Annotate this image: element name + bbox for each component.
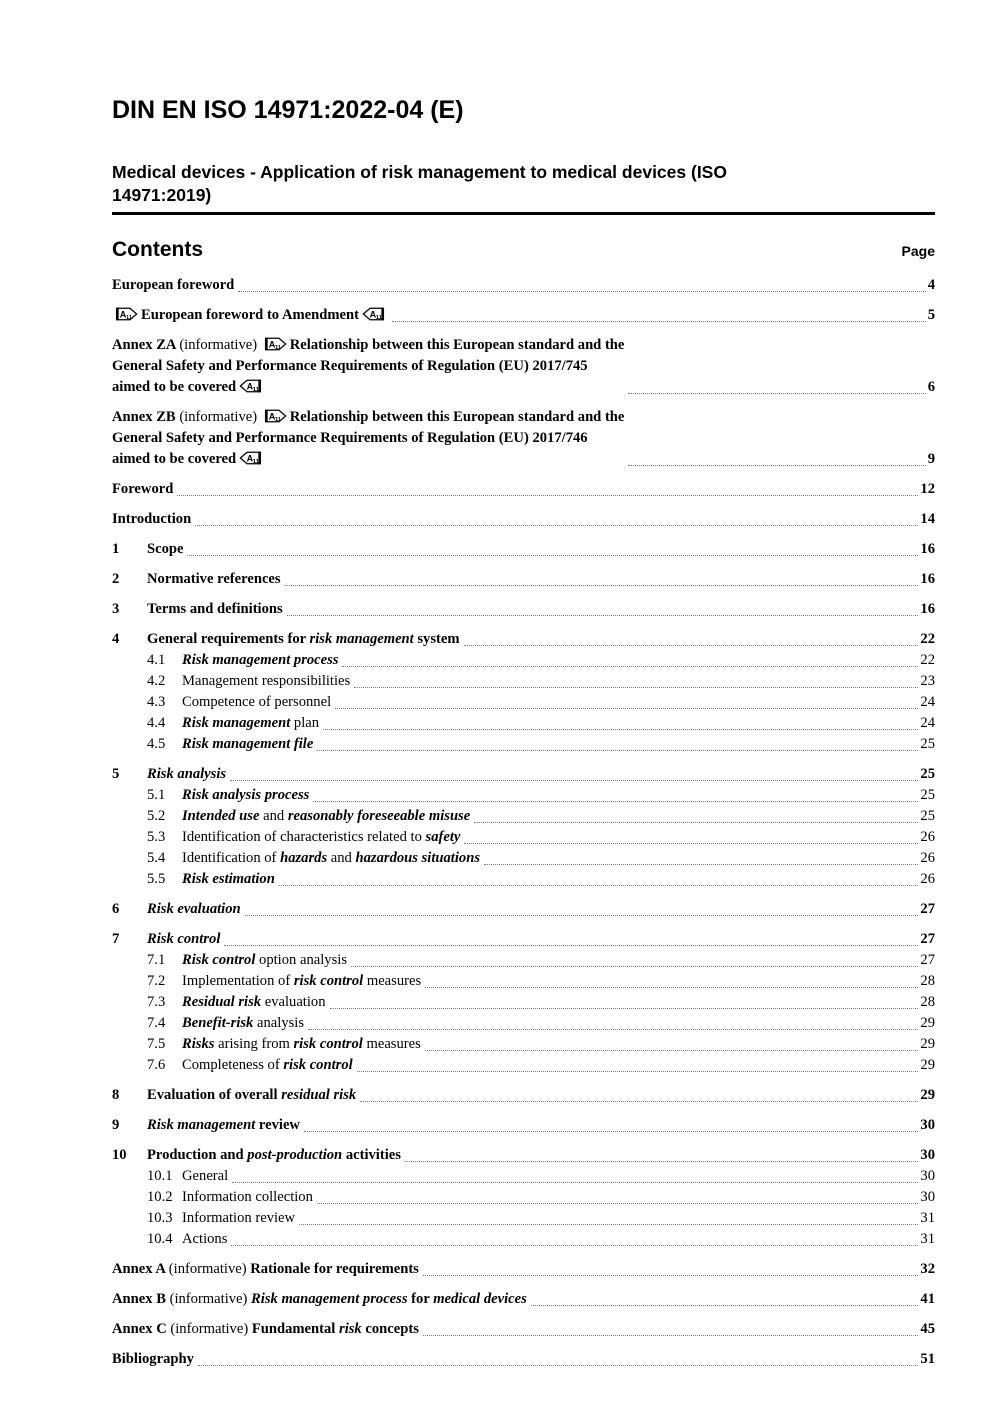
- toc-leader-dots: [425, 987, 918, 988]
- svg-text:11: 11: [375, 314, 382, 321]
- doc-subtitle: [112, 161, 935, 207]
- toc-entry: [112, 827, 935, 848]
- toc-entry-number: 10.4: [147, 1231, 173, 1247]
- toc-entry-page: 22: [920, 631, 935, 647]
- toc-title-text: aimed to be covered: [112, 379, 237, 395]
- toc-entry: [112, 734, 935, 755]
- toc-title-text: Risk control: [182, 952, 256, 968]
- toc-entry: [112, 539, 935, 560]
- toc-entry-title: [112, 407, 624, 470]
- toc-title-text: Normative references: [147, 571, 281, 587]
- toc-entry-number: 5: [112, 766, 120, 782]
- toc-entry-title: [147, 1085, 356, 1106]
- toc-title-text: reasonably foreseeable misuse: [287, 808, 471, 824]
- toc-entry-number: 8: [112, 1087, 120, 1103]
- toc-entry-page: 24: [920, 694, 935, 710]
- amendment-marker-close-icon: [362, 307, 385, 321]
- toc-title-text: risk control: [283, 1057, 353, 1073]
- toc-entry-page: 27: [920, 952, 935, 968]
- toc-entry-page: 26: [920, 850, 935, 866]
- toc-leader-dots: [335, 708, 918, 709]
- toc-entry-page: 29: [920, 1087, 935, 1103]
- toc-entry-title: [182, 1208, 295, 1229]
- toc-entry-page: 27: [920, 901, 935, 917]
- toc-entry: [112, 671, 935, 692]
- toc-entry-number: 10.2: [147, 1189, 173, 1205]
- doc-subtitle-line2: 14971:2019): [112, 185, 212, 205]
- toc-title-text: Bibliography: [112, 1351, 194, 1367]
- toc-title-text: arising from: [214, 1036, 294, 1052]
- toc-entry: [112, 275, 935, 296]
- toc-title-text: risk: [339, 1321, 362, 1337]
- toc-entry-number: 4: [112, 631, 120, 647]
- toc-leader-dots: [357, 1071, 919, 1072]
- toc-title-text: Introduction: [112, 511, 192, 527]
- toc-entry-title: [182, 734, 313, 755]
- toc-entry-page: 29: [920, 1036, 935, 1052]
- toc-entry-title: [182, 1034, 421, 1055]
- toc-title-text: (informative): [169, 1291, 252, 1307]
- toc-entry: [112, 1085, 935, 1106]
- toc-title-text: Completeness of: [182, 1057, 284, 1073]
- toc-entry-page: 27: [920, 931, 935, 947]
- toc-entry-number: 5.1: [147, 787, 166, 803]
- toc-entry-number: 5.3: [147, 829, 166, 845]
- toc-entry-number: 6: [112, 901, 120, 917]
- toc-entry-page: 25: [920, 736, 935, 752]
- toc-title-text: measures: [363, 973, 422, 989]
- toc-entry-page: 41: [920, 1291, 935, 1307]
- toc-entry-page: 31: [920, 1210, 935, 1226]
- toc-leader-dots: [464, 645, 919, 646]
- toc-entry: [112, 992, 935, 1013]
- toc-entry-page: 16: [920, 601, 935, 617]
- toc-title-text: residual risk: [281, 1087, 357, 1103]
- toc-title-text: Annex B: [112, 1291, 170, 1307]
- toc-entry-number: 4.4: [147, 715, 166, 731]
- toc-list: [112, 275, 935, 1370]
- toc-entry-title: [182, 650, 338, 671]
- amendment-marker-open-icon: [115, 307, 138, 321]
- toc-entry-title: [147, 599, 283, 620]
- toc-entry-number: 4.3: [147, 694, 166, 710]
- toc-leader-dots: [423, 1275, 919, 1276]
- toc-leader-dots: [317, 1203, 919, 1204]
- toc-entry: [112, 764, 935, 785]
- toc-entry: [112, 806, 935, 827]
- toc-leader-dots: [299, 1224, 918, 1225]
- toc-entry-number: 9: [112, 1117, 120, 1133]
- toc-leader-dots: [231, 1245, 918, 1246]
- toc-entry: [112, 650, 935, 671]
- toc-entry-number: 3: [112, 601, 120, 617]
- toc-entry: [112, 1349, 935, 1370]
- toc-leader-dots: [464, 843, 918, 844]
- toc-entry-page: 25: [920, 766, 935, 782]
- toc-entry-page: 14: [920, 511, 935, 527]
- toc-entry-page: 30: [920, 1117, 935, 1133]
- toc-entry-title: [112, 1319, 419, 1340]
- toc-title-text: evaluation: [261, 994, 326, 1010]
- toc-title-text: for: [407, 1291, 434, 1307]
- toc-entry-title: [112, 1259, 419, 1280]
- toc-leader-dots: [317, 750, 918, 751]
- toc-entry-title: [147, 569, 281, 590]
- svg-text:A: A: [268, 411, 276, 422]
- toc-leader-dots: [187, 555, 918, 556]
- amendment-marker-close-icon: [239, 379, 262, 393]
- toc-entry-page: 25: [920, 808, 935, 824]
- toc-entry-number: 10.1: [147, 1168, 173, 1184]
- doc-subtitle-line1: Medical devices - Application of risk management to medical devices (ISO: [112, 162, 727, 182]
- toc-entry-title: [182, 827, 460, 848]
- toc-entry-number: 5.2: [147, 808, 166, 824]
- svg-text:A: A: [369, 309, 377, 320]
- toc-leader-dots: [474, 822, 918, 823]
- toc-entry-title: [147, 899, 241, 920]
- toc-entry-page: 9: [927, 451, 935, 467]
- svg-text:A: A: [268, 339, 276, 350]
- toc-leader-dots: [230, 780, 918, 781]
- toc-entry-page: 30: [920, 1189, 935, 1205]
- toc-entry-title: [182, 692, 331, 713]
- toc-entry: [112, 869, 935, 890]
- toc-entry-page: 29: [920, 1057, 935, 1073]
- toc-entry: [112, 407, 935, 470]
- toc-entry: [112, 305, 935, 326]
- toc-title-text: Annex ZB: [112, 409, 180, 425]
- toc-title-text: medical devices: [433, 1291, 527, 1307]
- toc-entry: [112, 1229, 935, 1250]
- toc-leader-dots: [232, 1182, 918, 1183]
- toc-title-text: Information collection: [182, 1189, 313, 1205]
- toc-entry: [112, 1034, 935, 1055]
- toc-title-text: Competence of personnel: [182, 694, 332, 710]
- toc-title-text: Management responsibilities: [182, 673, 351, 689]
- toc-leader-dots: [279, 885, 919, 886]
- toc-title-text: aimed to be covered: [112, 451, 237, 467]
- toc-entry-page: 24: [920, 715, 935, 731]
- toc-title-text: Identification of characteristics related to: [182, 829, 426, 845]
- toc-entry: [112, 1055, 935, 1076]
- toc-title-text: risk control: [293, 973, 364, 989]
- toc-leader-dots: [198, 1365, 918, 1366]
- toc-entry-page: 28: [920, 994, 935, 1010]
- toc-leader-dots: [628, 465, 925, 466]
- toc-entry: [112, 509, 935, 530]
- toc-title-text: Rationale for requirements: [250, 1261, 419, 1277]
- toc-entry-title: [112, 275, 234, 296]
- toc-entry-number: 7.3: [147, 994, 166, 1010]
- toc-title-text: risk management: [309, 631, 414, 647]
- toc-title-text: and: [327, 850, 356, 866]
- toc-leader-dots: [195, 525, 918, 526]
- toc-entry-page: 12: [920, 481, 935, 497]
- toc-leader-dots: [224, 945, 918, 946]
- toc-entry: [112, 1166, 935, 1187]
- toc-title-text: activities: [342, 1147, 401, 1163]
- toc-entry: [112, 1319, 935, 1340]
- toc-title-text: Risk management: [147, 1117, 256, 1133]
- toc-title-text: (informative): [179, 337, 261, 353]
- toc-title-text: Risk analysis process: [182, 787, 310, 803]
- toc-leader-dots: [423, 1335, 919, 1336]
- toc-title-text: safety: [425, 829, 461, 845]
- toc-entry-page: 30: [920, 1147, 935, 1163]
- toc-title-text: Risk estimation: [182, 871, 275, 887]
- toc-entry: [112, 599, 935, 620]
- toc-title-text: European foreword to Amendment: [141, 307, 359, 323]
- toc-title-text: Risk management file: [182, 736, 314, 752]
- toc-entry-title: [182, 713, 319, 734]
- toc-entry: [112, 1145, 935, 1166]
- toc-title-text: hazardous situations: [355, 850, 481, 866]
- toc-entry-title: [182, 785, 309, 806]
- contents-heading: Contents: [112, 238, 203, 261]
- toc-entry-title: [182, 1229, 227, 1250]
- toc-leader-dots: [354, 687, 918, 688]
- toc-leader-dots: [313, 801, 918, 802]
- toc-entry-title: [112, 1349, 194, 1370]
- toc-entry-page: 5: [927, 307, 935, 323]
- toc-entry-number: 5.4: [147, 850, 166, 866]
- toc-leader-dots: [177, 495, 918, 496]
- toc-entry-number: 10: [112, 1147, 127, 1163]
- toc-entry: [112, 1187, 935, 1208]
- amendment-marker-close-icon: [239, 451, 262, 465]
- amendment-marker-open-icon: [264, 409, 287, 423]
- toc-title-text: Foreword: [112, 481, 174, 497]
- toc-entry-page: 30: [920, 1168, 935, 1184]
- toc-leader-dots: [330, 1008, 919, 1009]
- toc-entry-title: [182, 1187, 313, 1208]
- toc-entry: [112, 692, 935, 713]
- toc-title-text: post-production: [247, 1147, 343, 1163]
- toc-entry-number: 4.2: [147, 673, 166, 689]
- toc-title-text: (informative): [168, 1261, 251, 1277]
- toc-leader-dots: [484, 864, 918, 865]
- toc-title-text: Annex A: [112, 1261, 169, 1277]
- toc-title-text: Risk management: [182, 715, 291, 731]
- toc-title-text: Implementation of: [182, 973, 294, 989]
- toc-entry-number: 7.6: [147, 1057, 166, 1073]
- toc-title-text: Relationship between this European standard and the: [289, 337, 625, 353]
- toc-entry-title: [147, 929, 220, 950]
- toc-entry-title: [147, 1145, 401, 1166]
- toc-leader-dots: [308, 1029, 918, 1030]
- toc-entry-page: 16: [920, 571, 935, 587]
- toc-entry-title: [112, 1289, 527, 1310]
- toc-entry-title: [182, 1055, 353, 1076]
- toc-title-text: analysis: [253, 1015, 305, 1031]
- toc-title-text: Risk management process: [182, 652, 339, 668]
- toc-entry-page: 16: [920, 541, 935, 557]
- toc-entry-number: 7.1: [147, 952, 166, 968]
- toc-title-text: General Safety and Performance Requirements of Regulation (EU) 2017/745: [112, 358, 588, 374]
- toc-title-text: and: [259, 808, 288, 824]
- toc-entry-title: [182, 971, 421, 992]
- toc-entry-title: [182, 1166, 228, 1187]
- toc-entry: [112, 629, 935, 650]
- svg-text:11: 11: [274, 344, 281, 351]
- toc-leader-dots: [360, 1101, 918, 1102]
- toc-title-text: (informative): [170, 1321, 252, 1337]
- toc-leader-dots: [531, 1305, 919, 1306]
- toc-entry-title: [112, 335, 624, 398]
- toc-title-text: Intended use: [182, 808, 260, 824]
- toc-leader-dots: [287, 615, 919, 616]
- page-column-label: Page: [901, 243, 935, 259]
- toc-title-text: Information review: [182, 1210, 296, 1226]
- toc-entry: [112, 479, 935, 500]
- toc-entry-page: 23: [920, 673, 935, 689]
- toc-entry-number: 2: [112, 571, 120, 587]
- toc-leader-dots: [351, 966, 918, 967]
- toc-entry: [112, 899, 935, 920]
- toc-title-text: General: [182, 1168, 229, 1184]
- toc-entry-page: 28: [920, 973, 935, 989]
- toc-title-text: Risks: [182, 1036, 215, 1052]
- toc-entry-title: [182, 1013, 304, 1034]
- toc-leader-dots: [425, 1050, 919, 1051]
- toc-entry-title: [112, 305, 388, 326]
- toc-title-text: Risk evaluation: [147, 901, 241, 917]
- toc-entry-title: [182, 950, 347, 971]
- toc-title-text: Actions: [182, 1231, 228, 1247]
- toc-title-text: concepts: [361, 1321, 419, 1337]
- toc-title-text: option analysis: [255, 952, 348, 968]
- toc-entry-title: [182, 992, 326, 1013]
- toc-entry-number: 10.3: [147, 1210, 173, 1226]
- toc-leader-dots: [342, 666, 918, 667]
- svg-text:11: 11: [274, 416, 281, 423]
- toc-entry-page: 4: [927, 277, 935, 293]
- toc-entry-title: [147, 629, 460, 650]
- toc-entry: [112, 335, 935, 398]
- svg-text:11: 11: [126, 314, 133, 321]
- toc-title-text: system: [413, 631, 460, 647]
- toc-entry-page: 26: [920, 871, 935, 887]
- toc-leader-dots: [285, 585, 919, 586]
- toc-entry-title: [182, 671, 350, 692]
- toc-entry-page: 31: [920, 1231, 935, 1247]
- toc-title-text: plan: [290, 715, 320, 731]
- toc-title-text: Scope: [147, 541, 184, 557]
- toc-leader-dots: [304, 1131, 918, 1132]
- svg-text:A: A: [246, 453, 254, 464]
- toc-entry-title: [147, 539, 183, 560]
- toc-entry-title: [147, 764, 226, 785]
- toc-entry-title: [147, 1115, 300, 1136]
- toc-entry-page: 6: [927, 379, 935, 395]
- toc-title-text: Annex ZA: [112, 337, 180, 353]
- toc-entry: [112, 950, 935, 971]
- toc-entry: [112, 1259, 935, 1280]
- contents-header: [112, 238, 935, 262]
- svg-text:11: 11: [253, 386, 260, 393]
- toc-entry: [112, 785, 935, 806]
- toc-entry: [112, 1115, 935, 1136]
- toc-entry: [112, 848, 935, 869]
- toc-title-text: hazards: [280, 850, 328, 866]
- toc-entry: [112, 971, 935, 992]
- toc-title-text: Evaluation of overall: [147, 1087, 282, 1103]
- toc-entry-number: 7.2: [147, 973, 166, 989]
- toc-title-text: Annex C: [112, 1321, 171, 1337]
- toc-entry: [112, 1289, 935, 1310]
- amendment-marker-open-icon: [264, 337, 287, 351]
- title-rule: [112, 212, 935, 215]
- doc-title: DIN EN ISO 14971:2022-04 (E): [112, 96, 464, 124]
- toc-entry: [112, 1013, 935, 1034]
- toc-entry-number: 7.4: [147, 1015, 166, 1031]
- toc-entry-page: 51: [920, 1351, 935, 1367]
- toc-title-text: measures: [362, 1036, 421, 1052]
- toc-entry: [112, 1208, 935, 1229]
- toc-title-text: risk control: [293, 1036, 363, 1052]
- toc-title-text: Fundamental: [251, 1321, 340, 1337]
- toc-title-text: Identification of: [182, 850, 281, 866]
- toc-title-text: Production and: [147, 1147, 248, 1163]
- toc-entry-number: 1: [112, 541, 120, 557]
- toc-title-text: Relationship between this European standard and the: [289, 409, 625, 425]
- toc-entry-title: [182, 806, 470, 827]
- toc-entry-page: 29: [920, 1015, 935, 1031]
- svg-text:A: A: [119, 309, 127, 320]
- toc-title-text: Risk management process: [251, 1291, 408, 1307]
- toc-title-text: Risk analysis: [147, 766, 227, 782]
- toc-entry: [112, 929, 935, 950]
- toc-entry-page: 32: [920, 1261, 935, 1277]
- toc-leader-dots: [238, 291, 925, 292]
- toc-entry-title: [112, 479, 173, 500]
- toc-title-text: General Safety and Performance Requirements of Regulation (EU) 2017/746: [112, 430, 588, 446]
- toc-entry-title: [182, 869, 275, 890]
- toc-entry: [112, 569, 935, 590]
- toc-entry-number: 7.5: [147, 1036, 166, 1052]
- toc-leader-dots: [323, 729, 918, 730]
- svg-text:11: 11: [253, 458, 260, 465]
- toc-leader-dots: [245, 915, 919, 916]
- toc-entry: [112, 713, 935, 734]
- toc-title-text: General requirements for: [147, 631, 310, 647]
- toc-entry-page: 22: [920, 652, 935, 668]
- toc-entry-number: 4.1: [147, 652, 166, 668]
- toc-title-text: Terms and definitions: [147, 601, 283, 617]
- toc-title-text: Residual risk: [182, 994, 262, 1010]
- toc-entry-page: 25: [920, 787, 935, 803]
- svg-text:A: A: [246, 381, 254, 392]
- toc-entry-number: 7: [112, 931, 120, 947]
- toc-entry-page: 45: [920, 1321, 935, 1337]
- toc-title-text: review: [255, 1117, 300, 1133]
- toc-entry-page: 26: [920, 829, 935, 845]
- toc-entry-number: 5.5: [147, 871, 166, 887]
- toc-entry-title: [112, 509, 191, 530]
- toc-title-text: Risk control: [147, 931, 221, 947]
- toc-entry-title: [182, 848, 480, 869]
- toc-leader-dots: [628, 393, 925, 394]
- toc-leader-dots: [392, 321, 926, 322]
- toc-entry-number: 4.5: [147, 736, 166, 752]
- toc-title-text: (informative): [179, 409, 261, 425]
- toc-title-text: Benefit-risk: [182, 1015, 254, 1031]
- toc-title-text: European foreword: [112, 277, 235, 293]
- toc-leader-dots: [405, 1161, 918, 1162]
